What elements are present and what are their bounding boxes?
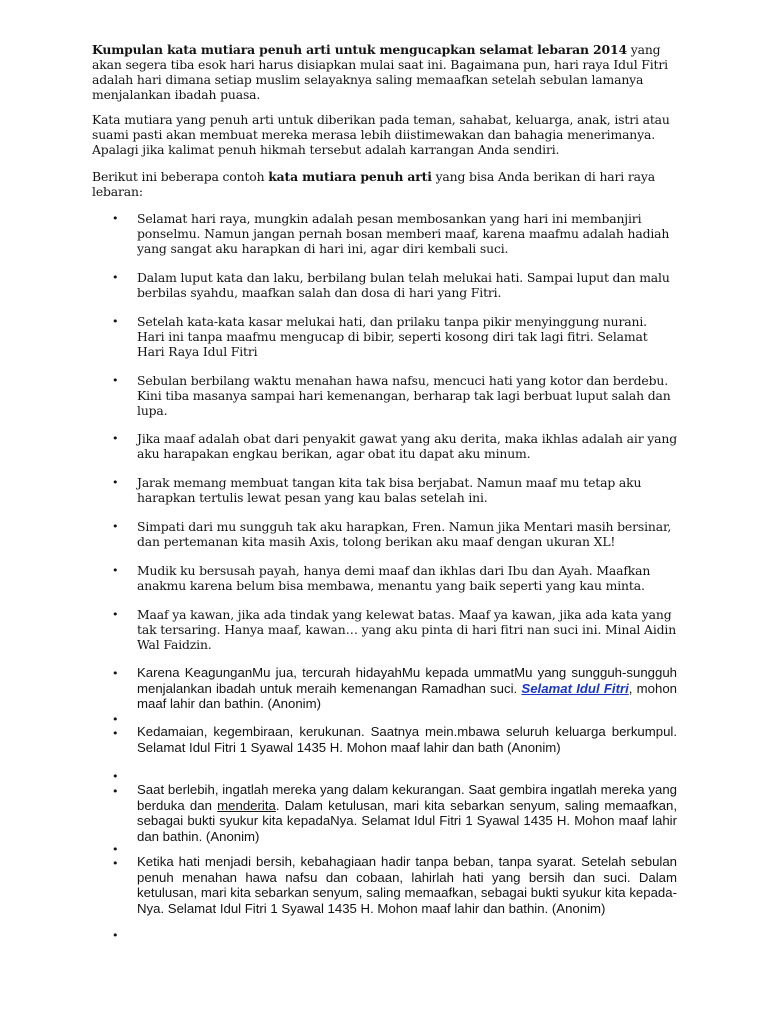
menderita-link[interactable]: menderita [217,797,276,813]
bullet-marker: • [112,713,119,726]
list-item: Jarak memang membuat tangan kita tak bisa berjabat. Namun maaf mu tetap aku harapkan tertulis lewat pesan yang kau balas setelah ini. [137,475,642,505]
bullet-marker: • [112,212,119,225]
list-item: Dalam luput kata dan laku, berbilang bulan telah melukai hati. Sampai luput dan malu berbilas syahdu, maafkan salah dan dosa di hari yang Fitri. [137,270,670,300]
intro-paragraph [92,42,677,102]
intro-title: Kumpulan kata mutiara penuh arti untuk mengucapkan selamat lebaran 2014 [92,42,627,57]
list-item: Kedamaian, kegembiraan, kerukunan. Saatnya mein.mbawa seluruh keluarga berkumpul. Selamat Idul Fitri 1 Syawal 1435 H. Mohon maaf lahir dan bath (Anonim) [137,724,677,755]
second-paragraph: Kata mutiara yang penuh arti untuk diberikan pada teman, sahabat, keluarga, anak, istri atau suami pasti akan membuat mereka merasa lebih diistimewakan dan bahagia menerimanya. Apalagi jika kalimat penuh hikmah tersebut adalah karrangan Anda sendiri. [92,112,670,157]
list-item: Simpati dari mu sungguh tak aku harapkan, Fren. Namun jika Mentari masih bersinar, dan pertemanan kita masih Axis, tolong berikan aku maaf dengan ukuran XL! [137,519,672,549]
selamat-idul-fitri-link[interactable]: Selamat Idul Fitri [521,680,629,696]
third-paragraph-end: yang bisa Anda berikan di hari raya lebaran: [92,169,656,199]
bullet-marker: • [112,564,119,577]
third-paragraph-bold: kata mutiara penuh arti [268,169,432,184]
bullet-marker: • [112,727,119,740]
list-item: Setelah kata-kata kasar melukai hati, dan prilaku tanpa pikir menyinggung nurani. Hari ini tanpa maafmu mengucap di bibir, seperti kosong diri tak lagi fitri. Selamat Hari Raya Idul Fitri [137,314,648,359]
intro-text: yang akan segera tiba esok hari harus disiapkan mulai saat ini. Bagaimana pun, hari raya Idul Fitri adalah hari dimana setiap muslim selayaknya saling memaafkan setelah sebulan lamanya menjalankan ibadah puasa. [92,42,668,102]
bullet-marker: • [112,374,119,387]
third-paragraph [92,169,677,199]
bullet-marker: • [112,843,119,856]
list-item: Selamat hari raya, mungkin adalah pesan membosankan yang hari ini membanjiri ponselmu. Namun jangan pernah bosan memberi maaf, karena maafmu adalah hadiah yang sangat aku harapkan di hari ini, agar diri kembali suci. [137,211,670,256]
list-item-text: , mohon maaf lahir dan bathin. (Anonim) [137,680,677,711]
list-item-text: Saat berlebih, ingatlah mereka yang dalam kekurangan. Saat gembira ingatlah mereka yang berduka dan [137,782,677,813]
list-item [137,782,677,844]
bullet-marker: • [112,770,119,783]
bullet-marker: • [112,476,119,489]
list-item: Mudik ku bersusah payah, hanya demi maaf dan ikhlas dari Ibu dan Ayah. Maafkan anakmu karena belum bisa membawa, menantu yang baik seperti yang kau minta. [137,563,651,593]
bullet-marker: • [112,929,119,942]
list-item-text: Karena KeagunganMu jua, tercurah hidayahMu kepada ummatMu yang sungguh-sungguh menjalankan ibadah untuk meraih kemenangan Ramadhan suci. [137,665,677,696]
bullet-marker: • [112,315,119,328]
bullet-marker: • [112,271,119,284]
bullet-marker: • [112,667,119,680]
bullet-marker: • [112,608,119,621]
list-item: Maaf ya kawan, jika ada tindak yang kelewat batas. Maaf ya kawan, jika ada kata yang tak tersaring. Hanya maaf, kawan… yang aku pinta di hari fitri nan suci ini. Minal Aidin Wal Faidzin. [137,607,677,652]
list-item-text: . Dalam ketulusan, mari kita sebarkan senyum, saling memaafkan, sebagai bukti syukur kita kepadaNya. Selamat Idul Fitri 1 Syawal 1435 H. Mohon maaf lahir dan bathin. (Anonim) [137,797,677,844]
list-item [137,665,677,712]
list-item: Ketika hati menjadi bersih, kebahagiaan hadir tanpa beban, tanpa syarat. Setelah sebulan penuh menahan hawa nafsu dan cobaan, lahirlah hati yang bersih dan suci. Dalam ketulusan, mari kita sebarkan senyum, saling memaafkan, sebagai bukti syukur kita kepada-Nya. Selamat Idul Fitri 1 Syawal 1435 H. Mohon maaf lahir dan bathin. (Anonim) [137,854,677,916]
bullet-marker: • [112,857,119,870]
list-item: Sebulan berbilang waktu menahan hawa nafsu, mencuci hati yang kotor dan berdebu. Kini tiba masanya sampai hari kemenangan, berharap tak lagi berbuat luput salah dan lupa. [137,373,671,418]
bullet-marker: • [112,785,119,798]
third-paragraph-start: Berikut ini beberapa contoh [92,169,269,184]
bullet-marker: • [112,432,119,445]
list-item: Jika maaf adalah obat dari penyakit gawat yang aku derita, maka ikhlas adalah air yang aku harapakan engkau berikan, agar obat itu dapat aku minum. [137,431,677,461]
bullet-marker: • [112,520,119,533]
